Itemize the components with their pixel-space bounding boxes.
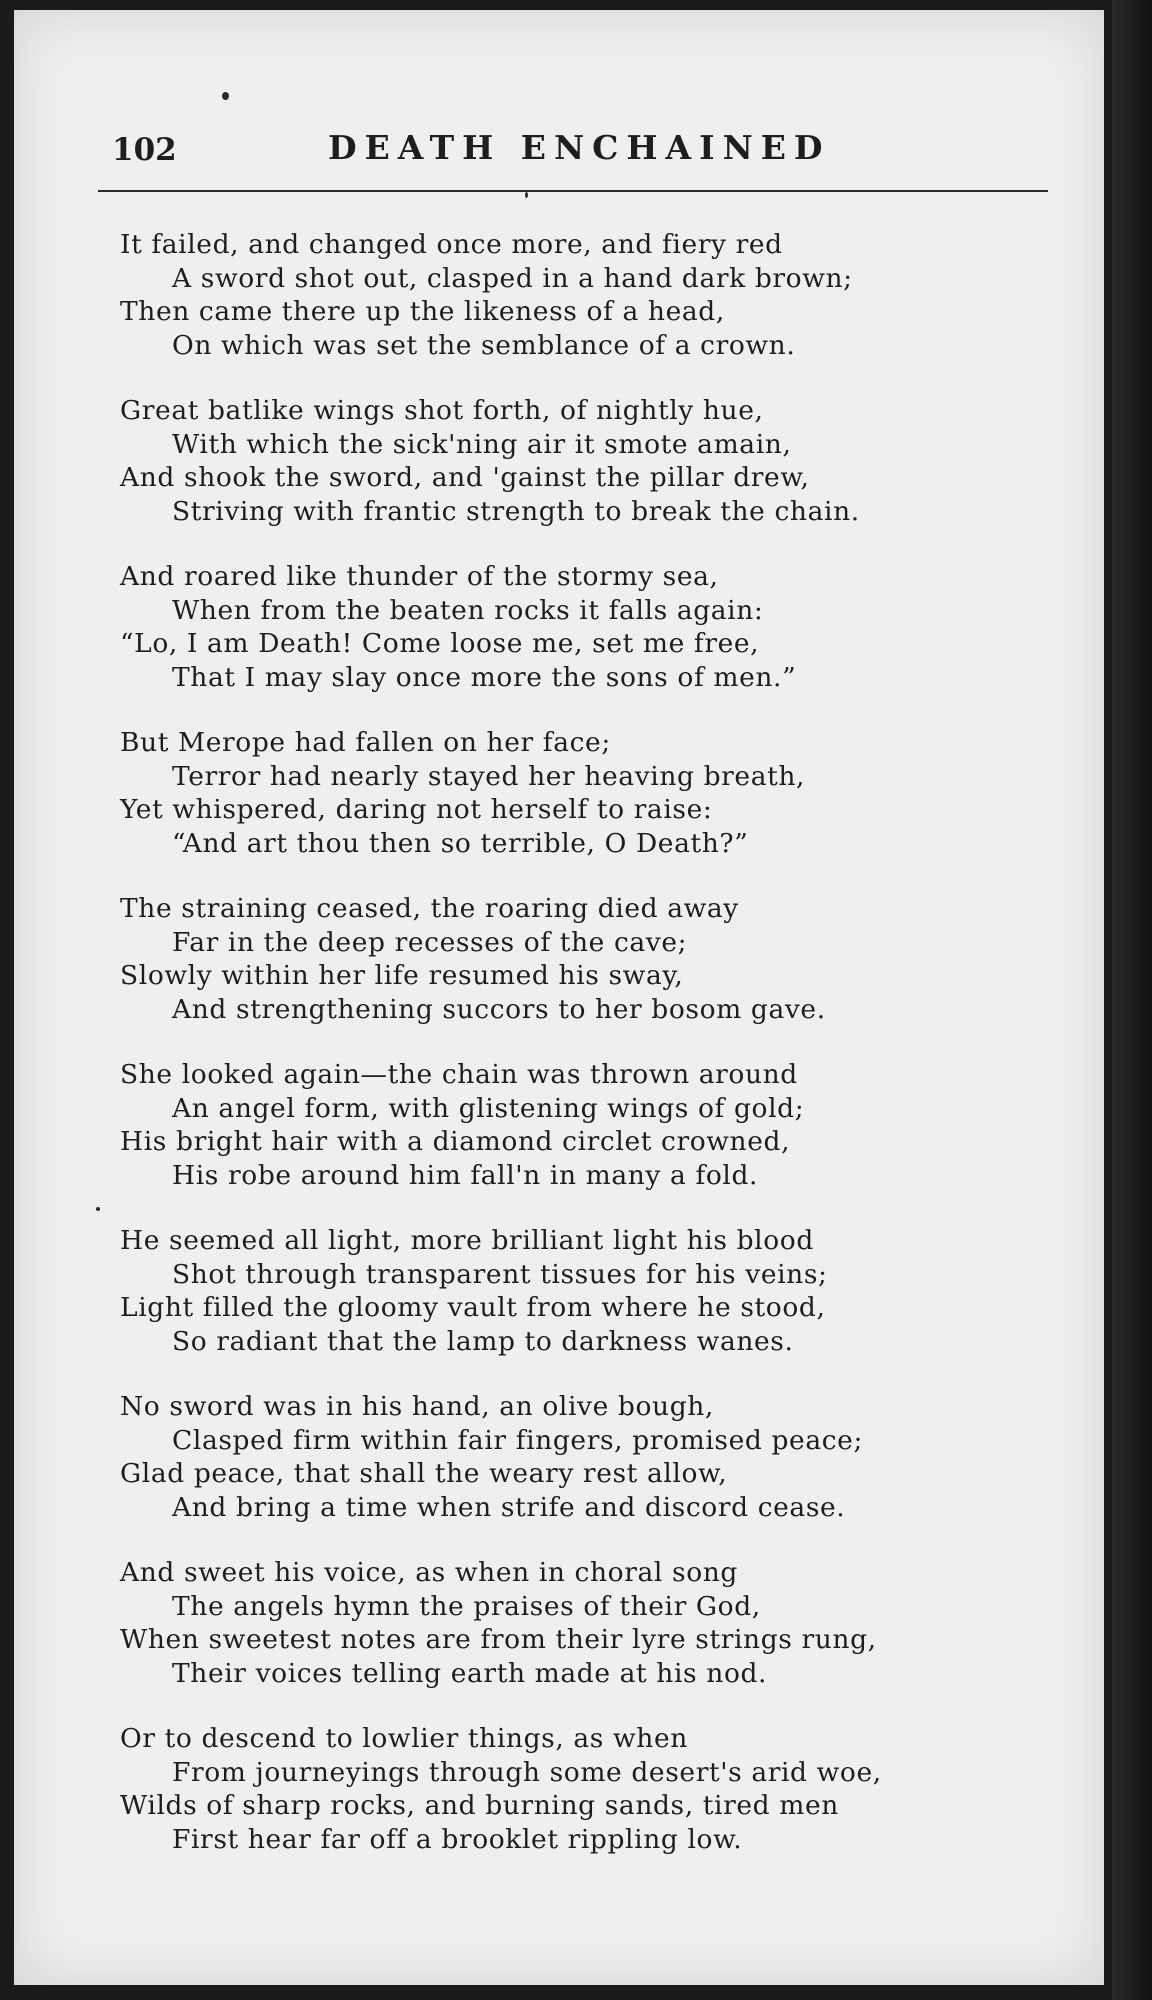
poem-line: Light filled the gloomy vault from where he stood, [120, 1292, 826, 1323]
ink-speck [525, 192, 528, 198]
poem-line: It failed, and changed once more, and fiery red [120, 229, 783, 260]
stanza [120, 1556, 1070, 1690]
poem-line: She looked again—the chain was thrown around [120, 1059, 798, 1090]
poem-line: “Lo, I am Death! Come loose me, set me free, [120, 628, 760, 659]
stanza [120, 1722, 1070, 1856]
poem-line: Clasped firm within fair fingers, promised peace; [172, 1424, 863, 1456]
poem-line: From journeyings through some desert's arid woe, [172, 1756, 882, 1788]
poem-line: His robe around him fall'n in many a fold. [172, 1159, 759, 1191]
poem-line: Terror had nearly stayed her heaving breath, [172, 760, 806, 792]
poem-line: With which the sick'ning air it smote amain, [172, 428, 792, 460]
poem-line: Glad peace, that shall the weary rest allow, [120, 1458, 728, 1489]
poem-line: Then came there up the likeness of a head, [120, 296, 725, 327]
poem-body [120, 228, 1070, 1888]
poem-line: Slowly within her life resumed his sway, [120, 960, 684, 991]
stanza [120, 228, 1070, 362]
poem-line: The angels hymn the praises of their God, [172, 1590, 761, 1622]
poem-line: When from the beaten rocks it falls again: [172, 594, 764, 626]
poem-line: And roared like thunder of the stormy sea, [120, 561, 719, 592]
poem-line: His bright hair with a diamond circlet crowned, [120, 1126, 791, 1157]
stanza [120, 726, 1070, 860]
poem-line: The straining ceased, the roaring died away [120, 893, 739, 924]
stanza [120, 560, 1070, 694]
poem-line: Far in the deep recesses of the cave; [172, 926, 688, 958]
poem-line: Great batlike wings shot forth, of nightly hue, [120, 395, 764, 426]
poem-line: And sweet his voice, as when in choral song [120, 1557, 738, 1588]
poem-line: And shook the sword, and 'gainst the pillar drew, [120, 462, 810, 493]
poem-line: Yet whispered, daring not herself to raise: [120, 794, 713, 825]
poem-line: No sword was in his hand, an olive bough, [120, 1391, 714, 1422]
poem-line: So radiant that the lamp to darkness wanes. [172, 1325, 794, 1357]
page-edge-shadow [1112, 0, 1152, 2000]
poem-line: First hear far off a brooklet rippling low. [172, 1823, 743, 1855]
poem-line: And bring a time when strife and discord cease. [172, 1491, 846, 1523]
poem-line: An angel form, with glistening wings of gold; [172, 1092, 805, 1124]
poem-line: Shot through transparent tissues for his veins; [172, 1258, 828, 1290]
poem-line: Wilds of sharp rocks, and burning sands, tired men [120, 1790, 839, 1821]
poem-line: Their voices telling earth made at his nod. [172, 1657, 768, 1689]
page-number: 102 [112, 132, 177, 168]
ink-speck [222, 92, 229, 100]
stanza [120, 1224, 1070, 1358]
poem-line: And strengthening succors to her bosom gave. [172, 993, 826, 1025]
stanza [120, 1390, 1070, 1524]
running-title: DEATH ENCHAINED [328, 128, 831, 167]
poem-line: When sweetest notes are from their lyre strings rung, [120, 1624, 877, 1655]
stanza [120, 1058, 1070, 1192]
stanza [120, 394, 1070, 528]
poem-line: Or to descend to lowlier things, as when [120, 1723, 688, 1754]
poem-line: But Merope had fallen on her face; [120, 727, 611, 758]
poem-line: On which was set the semblance of a crown. [172, 329, 796, 361]
stanza [120, 892, 1070, 1026]
poem-line: A sword shot out, clasped in a hand dark brown; [172, 262, 853, 294]
ink-speck [96, 1207, 100, 1211]
page-header [98, 120, 1048, 192]
poem-line: He seemed all light, more brilliant light his blood [120, 1225, 814, 1256]
poem-line: Striving with frantic strength to break the chain. [172, 495, 860, 527]
poem-line: “And art thou then so terrible, O Death?” [172, 827, 749, 859]
poem-line: That I may slay once more the sons of men.” [172, 661, 797, 693]
